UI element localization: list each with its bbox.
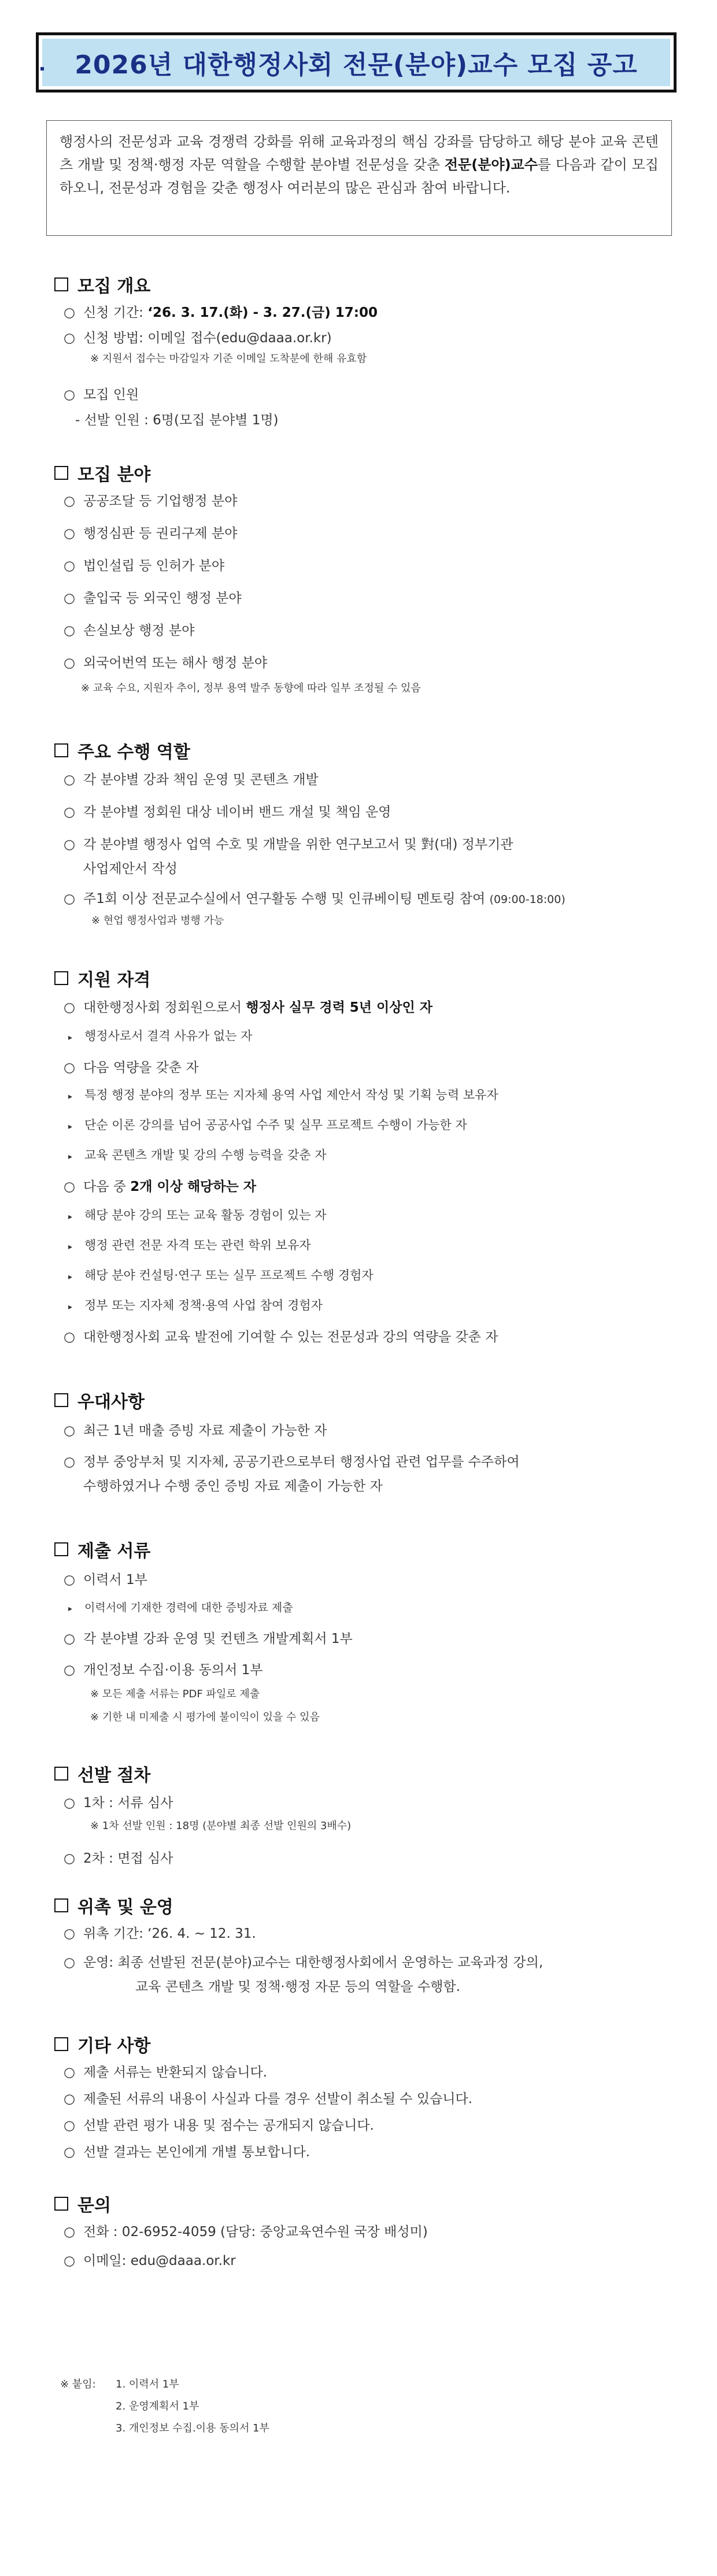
list-item	[64, 1176, 256, 1195]
sub-item-text: 이력서에 기재한 경력에 대한 증빙자료 제출	[84, 1601, 293, 1614]
triangle-bullet-icon: ▸	[68, 1212, 73, 1222]
note-text: ※ 기한 내 미제출 시 평가에 불이익이 있을 수 있음	[90, 1711, 320, 1723]
list-item	[64, 620, 194, 639]
list-item	[64, 1420, 327, 1439]
circle-icon: ○	[64, 1423, 76, 1438]
list-item	[64, 2221, 428, 2240]
item-text: 이력서 1부	[83, 1572, 147, 1587]
item-text: 선발 관련 평가 내용 및 점수는 공개되지 않습니다.	[83, 2118, 374, 2133]
list-item	[64, 801, 391, 820]
triangle-bullet-icon: ▸	[68, 1122, 73, 1131]
sub-item	[68, 1146, 327, 1163]
circle-icon: ○	[64, 1060, 76, 1075]
circle-icon: ○	[64, 891, 76, 906]
circle-icon: ○	[64, 494, 76, 509]
item-text: 정부 중앙부처 및 지자체, 공공기관으로부터 행정사업 관련 업무를 수주하여	[83, 1454, 520, 1470]
section-title: 모집 개요	[77, 276, 151, 297]
section-heading	[54, 272, 150, 297]
checkbox-square-icon	[54, 1767, 68, 1781]
triangle-bullet-icon: ▸	[68, 1272, 73, 1282]
item-text: 신청 기간:	[83, 305, 148, 320]
section-heading	[54, 1537, 150, 1562]
item-text: 출입국 등 외국인 행정 분야	[83, 591, 242, 606]
sub-item-text: 특정 행정 분야의 정부 또는 지자체 용역 사업 제안서 작성 및 기획 능력 보유자	[84, 1088, 498, 1102]
section-title: 문의	[77, 2196, 111, 2216]
sub-item-text: 단순 이론 강의를 넘어 공공사업 수주 및 실무 프로젝트 수행이 가능한 자	[84, 1118, 467, 1132]
checkbox-square-icon	[54, 971, 68, 985]
list-item	[64, 769, 319, 788]
list-item	[64, 1792, 173, 1811]
circle-icon: ○	[64, 805, 76, 820]
list-item	[64, 523, 237, 542]
title-box	[36, 32, 677, 92]
item-text: 신청 방법: 이메일 접수(edu@daaa.or.kr)	[83, 331, 332, 346]
circle-icon: ○	[64, 2225, 76, 2240]
section-heading	[54, 1893, 173, 1918]
circle-icon: ○	[64, 331, 76, 346]
item-text-continued: 수행하였거나 수행 중인 증빙 자료 제출이 가능한 자	[83, 1479, 383, 1494]
triangle-bullet-icon: ▸	[68, 1242, 73, 1252]
list-item	[64, 2141, 310, 2160]
section-title: 모집 분야	[77, 465, 151, 485]
list-item	[64, 2088, 472, 2107]
item-text: 위촉 기간: ‘26. 4. ~ 12. 31.	[83, 1926, 256, 1941]
circle-icon: ○	[64, 1179, 76, 1194]
intro-text-2: 를 다음과 같이 모집하오니, 전문성과 경험을 갖춘 행정사 여러분의 많은 관심과 참여 바랍니다.	[60, 157, 659, 196]
section-title: 주요 수행 역할	[77, 742, 190, 763]
list-item	[64, 997, 433, 1016]
item-text: 최근 1년 매출 증빙 자료 제출이 가능한 자	[83, 1423, 327, 1438]
list-item	[64, 1326, 498, 1345]
circle-icon: ○	[64, 1796, 76, 1811]
triangle-bullet-icon: ▸	[68, 1092, 73, 1101]
sub-item	[68, 1027, 252, 1044]
circle-icon: ○	[64, 2092, 76, 2107]
section-heading	[54, 460, 150, 486]
list-item	[64, 652, 267, 671]
section-heading	[54, 2031, 150, 2057]
item-text-continued: 사업제안서 작성	[83, 861, 178, 876]
list-item	[64, 1628, 353, 1647]
list-item	[64, 302, 378, 321]
circle-icon: ○	[64, 558, 76, 573]
item-text: 제출된 서류의 내용이 사실과 다를 경우 선발이 취소될 수 있습니다.	[83, 2092, 472, 2107]
section-heading	[54, 738, 190, 763]
circle-icon: ○	[64, 1631, 76, 1646]
note-text: ※ 현업 행정사업과 병행 가능	[91, 915, 224, 927]
item-bold: 행정사 실무 경력 5년 이상인 자	[246, 1000, 433, 1015]
item-text: 모집 인원	[83, 387, 139, 402]
item-text-continued: 교육 콘텐츠 개발 및 정책·행정 자문 등의 역할을 수행함.	[135, 1979, 460, 1994]
checkbox-square-icon	[54, 2197, 68, 2211]
attachment-item: 3. 개인정보 수집.이용 동의서 1부	[116, 2422, 269, 2434]
attachment-label: ※ 붙임:	[60, 2378, 96, 2390]
item-text: 손실보상 행정 분야	[83, 623, 195, 638]
note-text: ※ 모든 제출 서류는 PDF 파일로 제출	[90, 1688, 260, 1700]
item-bold: 2개 이상 해당하는 자	[130, 1179, 257, 1194]
checkbox-square-icon	[54, 277, 68, 291]
triangle-bullet-icon: ▸	[68, 1033, 73, 1042]
sub-item	[68, 1296, 323, 1313]
circle-icon: ○	[64, 1955, 76, 1970]
section-heading	[54, 1761, 150, 1786]
sub-item	[68, 1266, 374, 1283]
sub-item	[68, 1236, 311, 1253]
item-text: 개인정보 수집·이용 동의서 1부	[83, 1663, 263, 1678]
sub-item-text: 교육 콘텐츠 개발 및 강의 수행 능력을 갖춘 자	[84, 1148, 327, 1162]
circle-icon: ○	[64, 305, 76, 320]
item-text: 대한행정사회 교육 발전에 기여할 수 있는 전문성과 강의 역량을 갖춘 자	[83, 1330, 498, 1345]
checkbox-square-icon	[54, 743, 68, 757]
item-text: 다음 중	[83, 1179, 131, 1194]
item-text: 다음 역량을 갖춘 자	[83, 1060, 199, 1075]
circle-icon: ○	[64, 1454, 76, 1470]
section-title: 위촉 및 운영	[77, 1897, 173, 1918]
intro-text-1: 행정사의 전문성과 교육 경쟁력 강화를 위해 교육과정의 핵심 강좌를 담당하고 해당 분야 교육 콘텐츠 개발 및 정책·행정 자문 역할을 수행할 분야별 전문성을 갖춘	[60, 134, 659, 173]
circle-icon: ○	[64, 2145, 76, 2160]
circle-icon: ○	[64, 591, 76, 606]
list-item	[64, 555, 224, 574]
circle-icon: ○	[64, 623, 76, 638]
note-text: ※ 지원서 접수는 마감일자 기준 이메일 도착분에 한해 유효함	[90, 353, 367, 365]
item-text: 외국어번역 또는 해사 행정 분야	[83, 656, 268, 671]
sub-item	[68, 1116, 467, 1133]
item-text: 법인설립 등 인허가 분야	[83, 558, 225, 573]
attachment-item: 2. 운영계획서 1부	[116, 2400, 199, 2412]
page-title-text: 2026년 대한행정사회 전문(분야)교수 모집 공고	[75, 50, 638, 80]
note-text: ※ 1차 선발 인원 : 18명 (분야별 최종 선발 인원의 3배수)	[90, 1820, 352, 1832]
list-item	[64, 1923, 256, 1942]
email-text: 이메일: edu@daaa.or.kr	[83, 2253, 236, 2268]
list-item	[64, 1659, 263, 1678]
sub-item	[68, 1086, 498, 1103]
list-item	[64, 834, 513, 853]
list-item	[64, 327, 332, 346]
triangle-bullet-icon: ▸	[68, 1152, 73, 1161]
sub-item-text: 행정 관련 전문 자격 또는 관련 학위 보유자	[84, 1238, 311, 1252]
item-text: 각 분야별 정회원 대상 네이버 밴드 개설 및 책임 운영	[83, 805, 391, 820]
time-range: (09:00-18:00)	[489, 893, 566, 906]
phone-text: 전화 : 02-6952-4059 (담당: 중앙교육연수원 국장 배성미)	[83, 2225, 428, 2240]
item-text: 행정심판 등 권리구제 분야	[83, 526, 238, 541]
sub-item-text: 해당 분야 컨설팅·연구 또는 실무 프로젝트 수행 경험자	[84, 1268, 374, 1282]
circle-icon: ○	[64, 2118, 76, 2133]
item-text: 각 분야별 강좌 책임 운영 및 콘텐츠 개발	[83, 772, 319, 787]
list-item	[64, 2250, 236, 2269]
list-item	[64, 490, 237, 509]
list-item	[64, 1848, 173, 1867]
list-item	[64, 888, 566, 907]
section-title: 지원 자격	[77, 970, 151, 990]
circle-icon: ○	[64, 387, 76, 402]
sub-item-text: 정부 또는 지자체 정책·용역 사업 참여 경험자	[84, 1298, 323, 1312]
attachment-item: 1. 이력서 1부	[116, 2378, 179, 2390]
checkbox-square-icon	[54, 466, 68, 480]
checkbox-square-icon	[54, 1898, 68, 1912]
circle-icon: ○	[64, 1000, 76, 1015]
sub-item-text: - 선발 인원 : 6명(모집 분야별 1명)	[75, 413, 279, 428]
section-heading	[54, 2191, 111, 2216]
item-text: 운영: 최종 선발된 전문(분야)교수는 대한행정사회에서 운영하는 교육과정 강의,	[83, 1955, 544, 1970]
sub-item-text: 행정사로서 결격 사유가 없는 자	[84, 1029, 253, 1043]
intro-bold: 전문(분야)교수	[444, 157, 538, 173]
circle-icon: ○	[64, 772, 76, 787]
item-text: 제출 서류는 반환되지 않습니다.	[83, 2065, 268, 2080]
circle-icon: ○	[64, 837, 76, 852]
triangle-bullet-icon: ▸	[68, 1302, 73, 1312]
application-period: ‘26. 3. 17.(화) - 3. 27.(금) 17:00	[147, 305, 378, 320]
sub-item	[68, 1599, 293, 1615]
list-item	[64, 587, 242, 606]
checkbox-square-icon	[54, 2037, 68, 2051]
section-title: 기타 사항	[77, 2036, 151, 2056]
section-title: 선발 절차	[77, 1766, 151, 1786]
note-text: ※ 교육 수요, 지원자 추이, 정부 용역 발주 동향에 따라 일부 조정될 수 있음	[81, 682, 421, 694]
intro-box	[46, 120, 672, 236]
sub-item-text: 해당 분야 강의 또는 교육 활동 경험이 있는 자	[84, 1208, 327, 1222]
circle-icon: ○	[64, 656, 76, 671]
sub-item	[68, 1206, 327, 1223]
item-text: 공공조달 등 기업행정 분야	[83, 494, 238, 509]
page-title	[42, 39, 670, 86]
section-heading	[54, 965, 150, 991]
list-item	[64, 1451, 520, 1470]
item-text: 1차 : 서류 심사	[83, 1796, 173, 1811]
circle-icon: ○	[64, 2065, 76, 2080]
list-item	[64, 2061, 267, 2081]
checkbox-square-icon	[54, 1542, 68, 1556]
item-text: 주1회 이상 전문교수실에서 연구활동 수행 및 인큐베이팅 멘토링 참여	[83, 891, 490, 906]
item-text: 선발 결과는 본인에게 개별 통보합니다.	[83, 2145, 311, 2160]
list-item	[64, 1569, 147, 1588]
circle-icon: ○	[64, 1851, 76, 1866]
section-title: 우대사항	[77, 1392, 145, 1412]
checkbox-square-icon	[54, 1393, 68, 1407]
list-item	[64, 384, 139, 403]
circle-icon: ○	[64, 1926, 76, 1941]
section-title: 제출 서류	[77, 1541, 151, 1561]
list-item	[64, 1057, 199, 1076]
circle-icon: ○	[64, 1330, 76, 1345]
list-item	[64, 1952, 543, 1971]
item-text: 대한행정사회 정회원으로서	[83, 1000, 246, 1015]
list-item	[64, 2115, 374, 2134]
item-text: 각 분야별 강좌 운영 및 컨텐츠 개발계획서 1부	[83, 1631, 353, 1646]
circle-icon: ○	[64, 526, 76, 541]
circle-icon: ○	[64, 1663, 76, 1678]
circle-icon: ○	[64, 1572, 76, 1587]
section-heading	[54, 1387, 145, 1413]
item-text: 각 분야별 행정사 업역 수호 및 개발을 위한 연구보고서 및 對(대) 정부기관	[83, 837, 513, 852]
title-marker	[40, 67, 44, 71]
triangle-bullet-icon: ▸	[68, 1604, 73, 1613]
item-text: 2차 : 면접 심사	[83, 1851, 173, 1866]
circle-icon: ○	[64, 2253, 76, 2268]
